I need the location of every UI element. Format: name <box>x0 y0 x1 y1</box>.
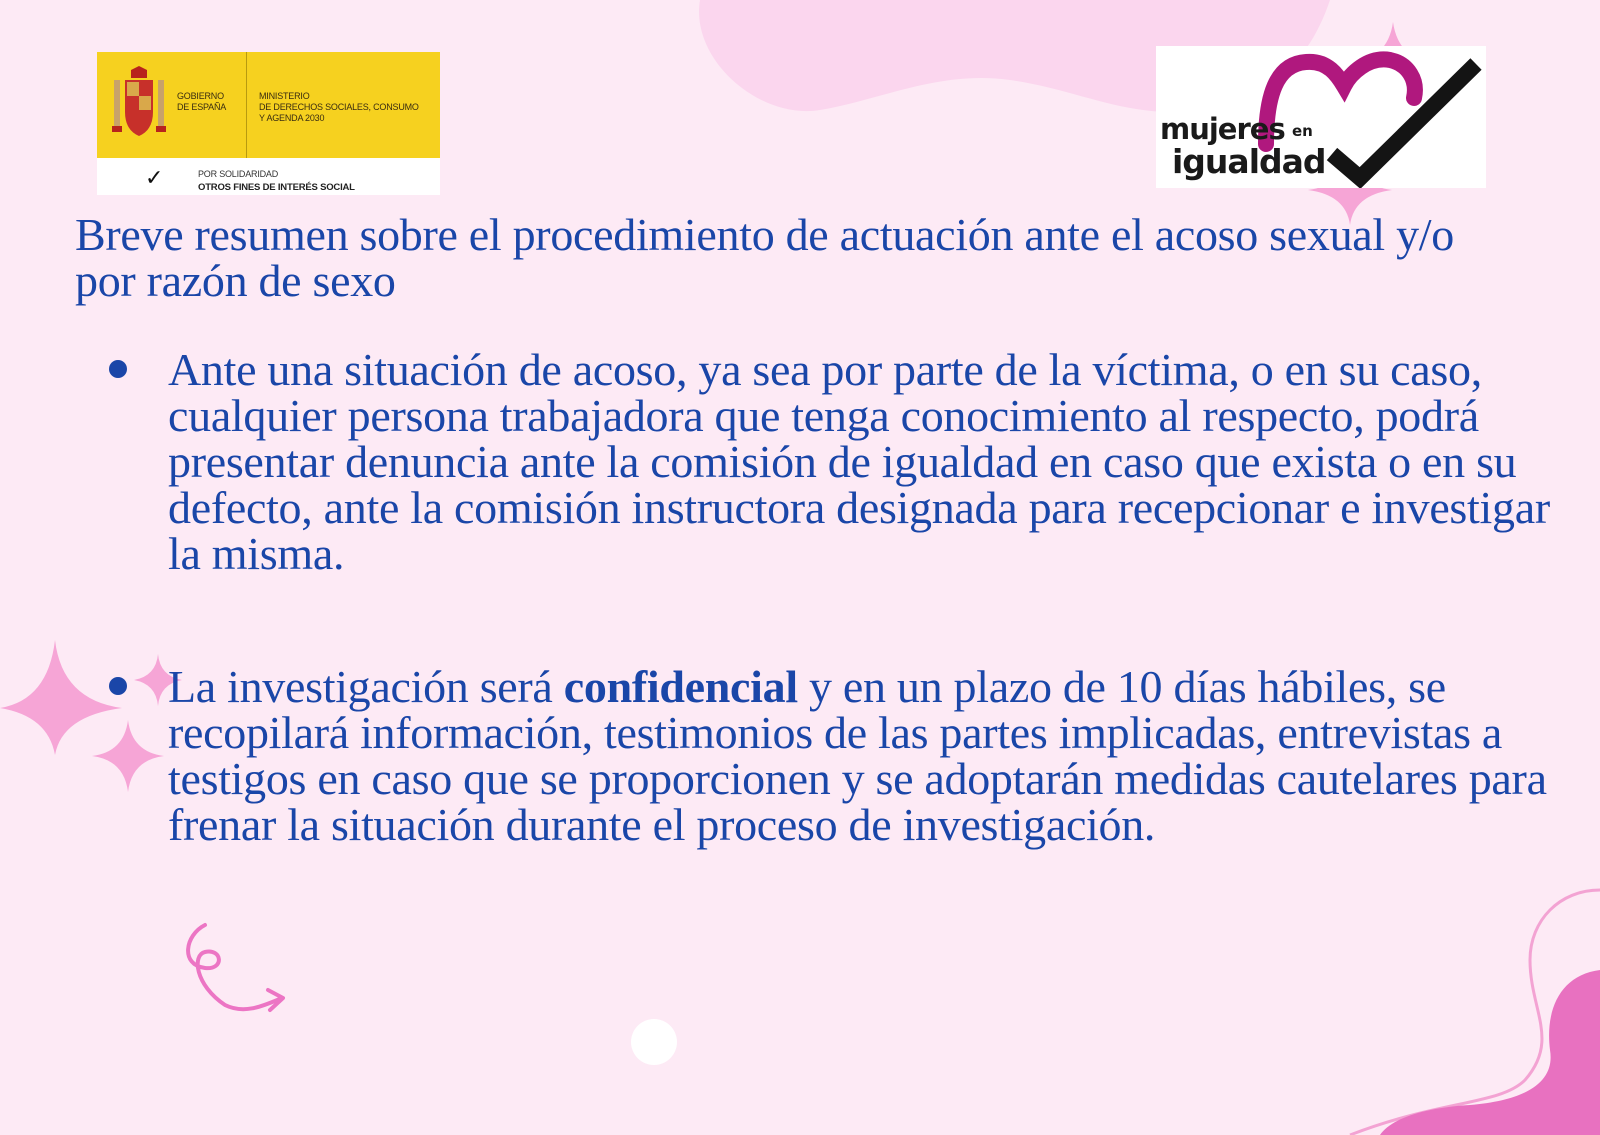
bullet-text-before: La investigación será <box>168 661 564 712</box>
gobierno-espana-logo <box>97 52 440 195</box>
otros-fines-label: OTROS FINES DE INTERÉS SOCIAL <box>198 182 355 193</box>
bullet-text-emphasis: confidencial <box>563 661 798 712</box>
sparkle-medium <box>92 720 164 792</box>
page-title: Breve resumen sobre el procedimiento de actuación ante el acoso sexual y/o por razón de sexo <box>75 209 1454 306</box>
bullet-item-investigacion <box>168 661 1568 850</box>
ministerio-label: MINISTERIO DE DERECHOS SOCIALES, CONSUMO Y AGENDA 2030 <box>259 91 419 123</box>
logo-separator <box>246 52 247 158</box>
bullet-item-denuncia: Ante una situación de acoso, ya sea por parte de la víctima, o en su caso, cualquier persona trabajadora que tenga conocimiento al respecto, podrá presentar denuncia ante la comisión de igualdad en caso que exista o en su defecto, ante la comisión instructora designada para recepcionar e investigar la misma. <box>168 344 1550 579</box>
mujeres-en-igualdad-logo <box>1156 46 1486 188</box>
bullet-marker <box>109 677 127 695</box>
logo-en-text: en <box>1292 122 1313 140</box>
curly-arrow-icon <box>188 925 282 1009</box>
bottom-right-blob <box>1380 970 1600 1135</box>
gobierno-banner <box>97 52 440 158</box>
logo-mujeres-text: mujeres <box>1160 112 1285 146</box>
bullet-marker <box>109 360 127 378</box>
sparkle-large <box>0 640 122 755</box>
check-icon: ✓ <box>145 166 164 191</box>
gobierno-label: GOBIERNO DE ESPAÑA <box>177 91 227 112</box>
logo-igualdad-text: igualdad <box>1172 142 1326 181</box>
heart-icon <box>1266 59 1415 144</box>
white-dot <box>631 1019 677 1065</box>
bullet-text-after: y en un plazo de 10 días hábiles, se recopilará información, testimonios de las partes implicadas, entrevistas a testigos en caso que se proporcionen y se adoptarán medidas cautelares para frenar la situación durante el proceso de investigación. <box>168 661 1547 850</box>
solidaridad-label: POR SOLIDARIDAD <box>198 169 279 179</box>
coat-of-arms-icon <box>109 66 169 142</box>
